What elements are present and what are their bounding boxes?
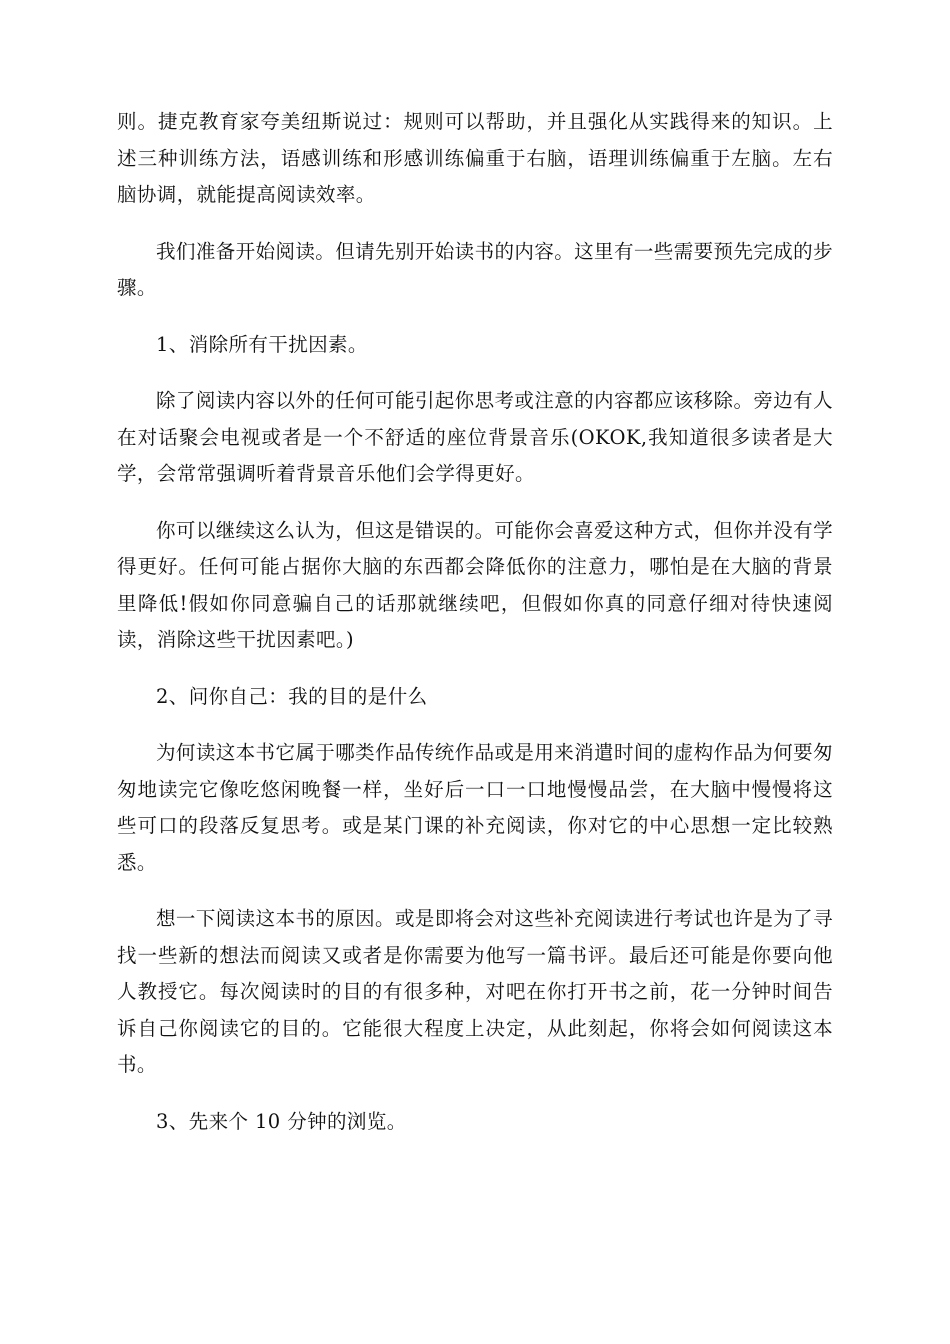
step-heading-2: 2、问你自己：我的目的是什么 <box>156 684 428 708</box>
paragraph-continuation: 则。捷克教育家夸美纽斯说过：规则可以帮助，并且强化从实践得来的知识。上述三种训练方法，语感训练和形感训练偏重于右脑，语理训练偏重于左脑。左右脑协调，就能提高阅读效率。 <box>117 110 833 206</box>
document-page <box>117 104 833 1160</box>
paragraph-intro: 我们准备开始阅读。但请先别开始读书的内容。这里有一些需要预先完成的步骤。 <box>117 239 833 299</box>
paragraph-reason: 想一下阅读这本书的原因。或是即将会对这些补充阅读进行考试也许是为了寻找一些新的想法而阅读又或者是你需要为他写一篇书评。最后还可能是你要向他人教授它。每次阅读时的目的有很多种，对吧在你打开书之前，花一分钟时间告诉自己你阅读它的目的。它能很大程度上决定，从此刻起，你将会如何阅读这本书。 <box>117 907 833 1076</box>
paragraph-distractions: 除了阅读内容以外的任何可能引起你思考或注意的内容都应该移除。旁边有人在对话聚会电视或者是一个不舒适的座位背景音乐(OKOK,我知道很多读者是大学，会常常强调听着背景音乐他们会学得更好。 <box>117 389 833 485</box>
step-heading-3: 3、先来个 10 分钟的浏览。 <box>156 1109 407 1133</box>
paragraph-focus: 你可以继续这么认为，但这是错误的。可能你会喜爱这种方式，但你并没有学得更好。任何可能占据你大脑的东西都会降低你的注意力，哪怕是在大脑的背景里降低!假如你同意骗自己的话那就继续吧，但假如你真的同意仔细对待快速阅读，消除这些干扰因素吧。) <box>117 518 833 651</box>
paragraph-purpose: 为何读这本书它属于哪类作品传统作品或是用来消遣时间的虚构作品为何要匆匆地读完它像吃悠闲晚餐一样，坐好后一口一口地慢慢品尝，在大脑中慢慢将这些可口的段落反复思考。或是某门课的补充阅读，你对它的中心思想一定比较熟悉。 <box>117 741 833 874</box>
step-heading-1: 1、消除所有干扰因素。 <box>156 332 368 356</box>
